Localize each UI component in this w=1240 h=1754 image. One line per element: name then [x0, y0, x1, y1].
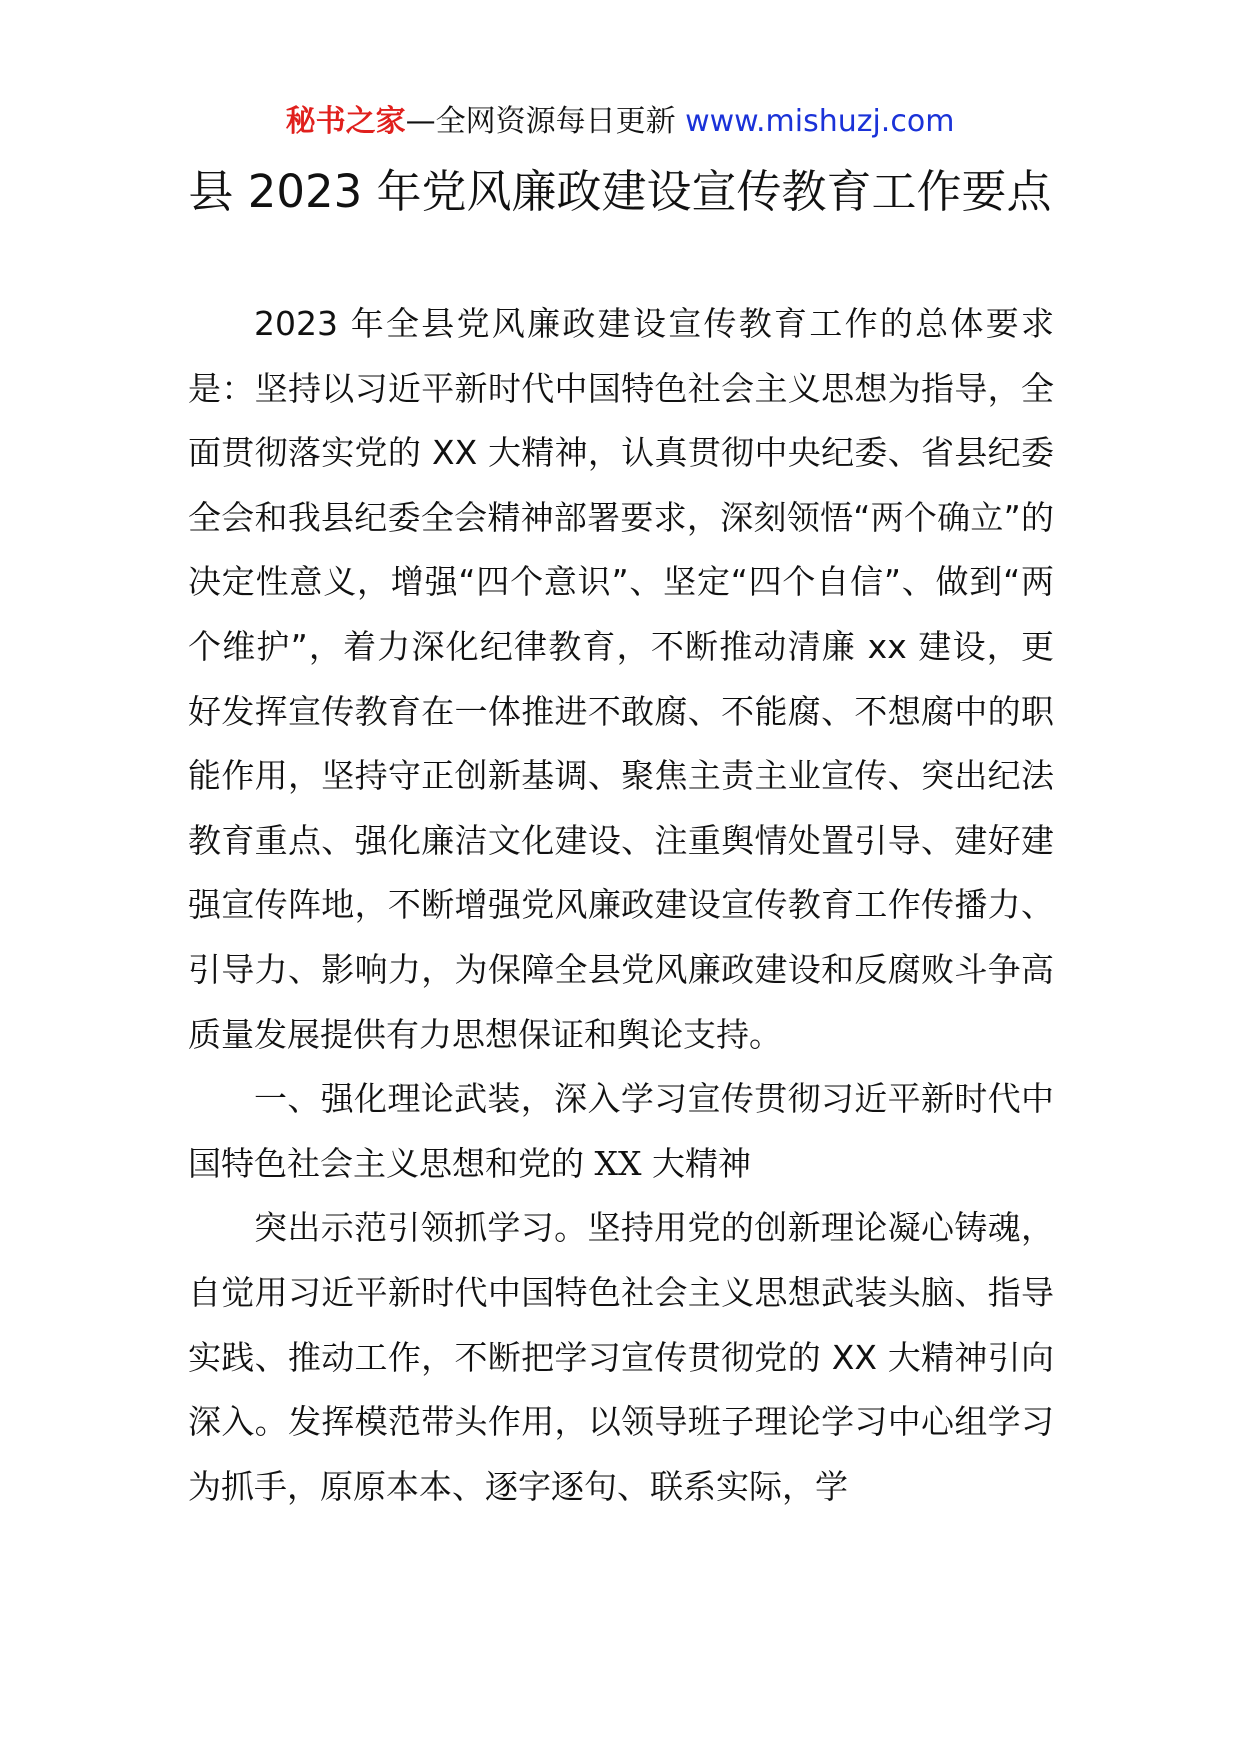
document-title: 县 2023 年党风廉政建设宣传教育工作要点 — [188, 165, 1052, 218]
paragraph-study: 突出示范引领抓学习。坚持用党的创新理论凝心铸魂，自觉用习近平新时代中国特色社会主义思想武装头脑、指导实践、推动工作，不断把学习宣传贯彻党的 XX 大精神引向深入。发挥模范带头作用，以领导班子理论学习中心组学习为抓手，原原本本、逐字逐句、联系实际，学 — [188, 1208, 1054, 1506]
brand-name: 秘书之家 — [285, 104, 406, 139]
paragraph-overview: 2023 年全县党风廉政建设宣传教育工作的总体要求是：坚持以习近平新时代中国特色社会主义思想为指导，全面贯彻落实党的 XX 大精神，认真贯彻中央纪委、省县纪委全会和我县纪委全会精神部署要求，深刻领悟“两个确立”的决定性意义，增强“四个意识”、坚定“四个自信”、做到“两个维护”，着力深化纪律教育，不断推动清廉 xx 建设，更好发挥宣传教育在一体推进不敢腐、不能腐、不想腐中的职能作用，坚持守正创新基调、聚焦主责主业宣传、突出纪法教育重点、强化廉洁文化建设、注重舆情处置引导、建好建强宣传阵地，不断增强党风廉政建设宣传教育工作传播力、引导力、影响力，为保障全县党风廉政建设和反腐败斗争高质量发展提供有力思想保证和舆论支持。 — [188, 304, 1054, 1054]
document-body — [188, 292, 1054, 1519]
site-url: www.mishuzj.com — [675, 104, 955, 139]
site-slogan: —全网资源每日更新 — [405, 104, 676, 139]
site-header — [0, 102, 1240, 142]
section-heading-1: 一、强化理论武装，深入学习宣传贯彻习近平新时代中国特色社会主义思想和党的 XX 大精神 — [188, 1079, 1054, 1183]
